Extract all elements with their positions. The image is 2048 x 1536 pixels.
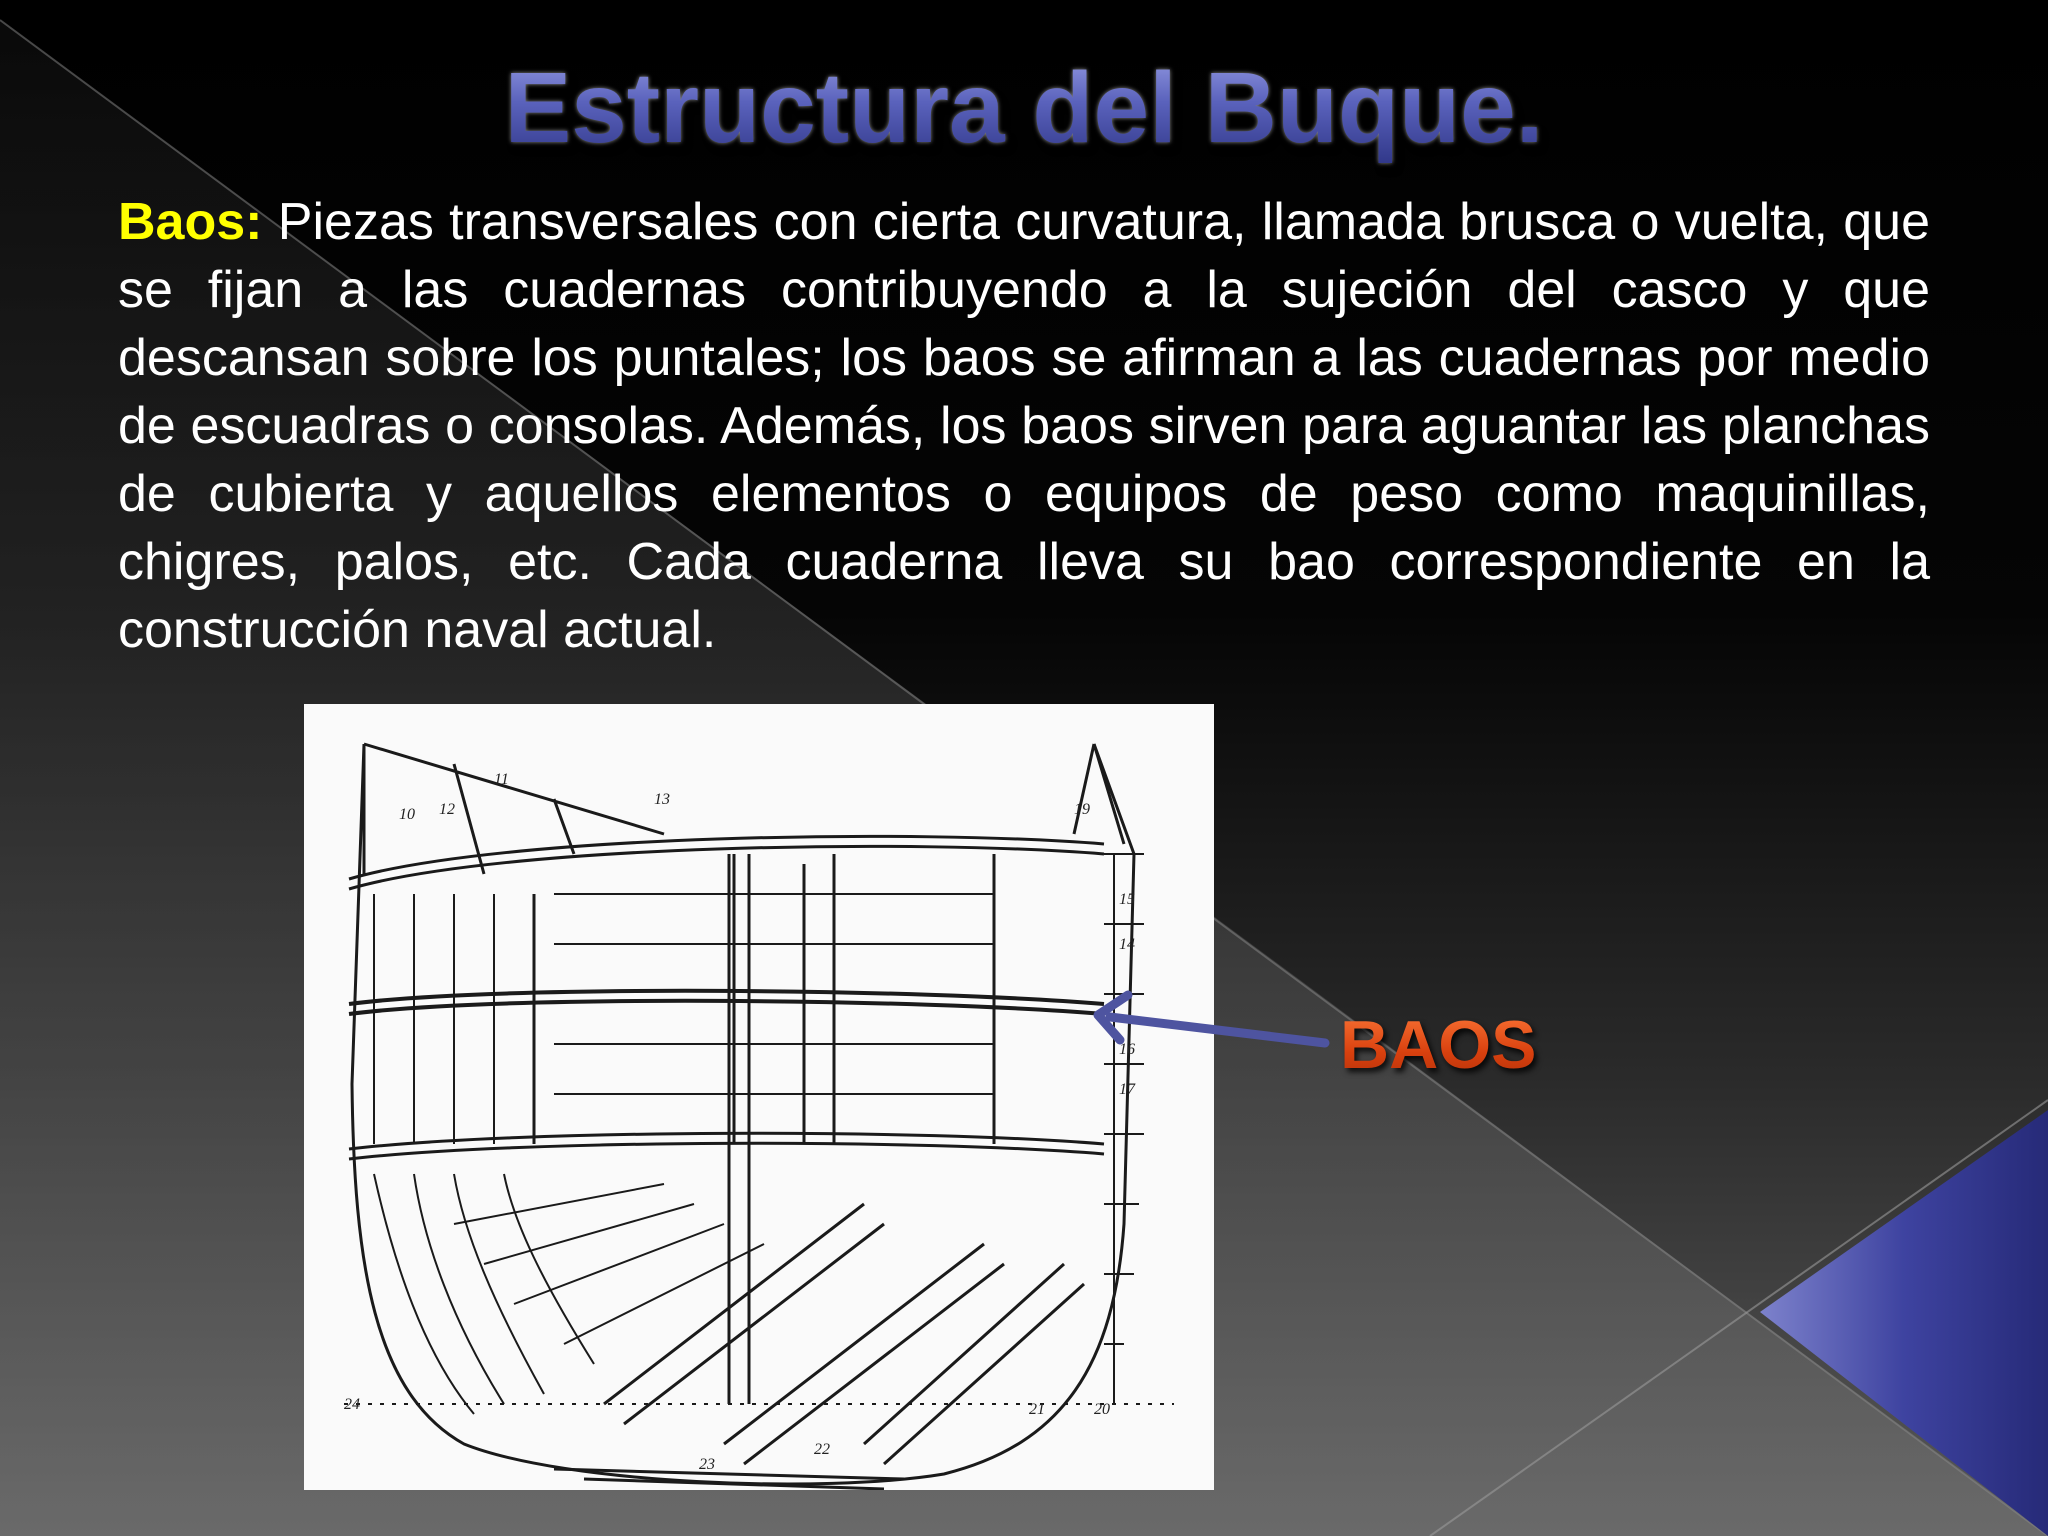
callout-arrow-icon — [1080, 980, 1360, 1070]
diagram-number: 13 — [654, 791, 670, 808]
hull-cross-section-diagram — [304, 704, 1214, 1490]
callout-label: BAOS — [1340, 1007, 1537, 1083]
diagram-number: 22 — [814, 1441, 830, 1458]
definition-paragraph — [118, 188, 1930, 664]
diagram-number: 17 — [1119, 1081, 1135, 1098]
diagram-number: 21 — [1029, 1401, 1045, 1418]
diagram-number: 12 — [439, 801, 455, 818]
diagram-number: 20 — [1094, 1401, 1110, 1418]
slide-title: Estructura del Buque. — [0, 48, 2048, 168]
diagram-number: 10 — [399, 806, 415, 823]
hull-drawing — [304, 704, 1214, 1490]
diagram-number: 14 — [1119, 936, 1135, 953]
diagram-number: 16 — [1119, 1041, 1135, 1058]
diagram-number: 23 — [699, 1456, 715, 1473]
diagram-number: 15 — [1119, 891, 1135, 908]
diagram-number: 19 — [1074, 801, 1090, 818]
diagram-number: 11 — [494, 771, 509, 788]
definition-term: Baos: — [118, 193, 263, 251]
diagram-number: 24 — [344, 1396, 360, 1413]
definition-text: Piezas transversales con cierta curvatura, llamada brusca o vuelta, que se fijan a las cuadernas contribuyendo a la sujeción del casco y que descansan sobre los puntales; los baos se afirman a las cuadernas por medio de escuadras o consolas. Además, los baos sirven para aguantar las planchas de cubierta y aquellos elementos o equipos de peso como maquinillas, chigres, palos, etc. Cada cuaderna lleva su bao correspondiente en la construcción naval actual. — [118, 193, 1930, 659]
